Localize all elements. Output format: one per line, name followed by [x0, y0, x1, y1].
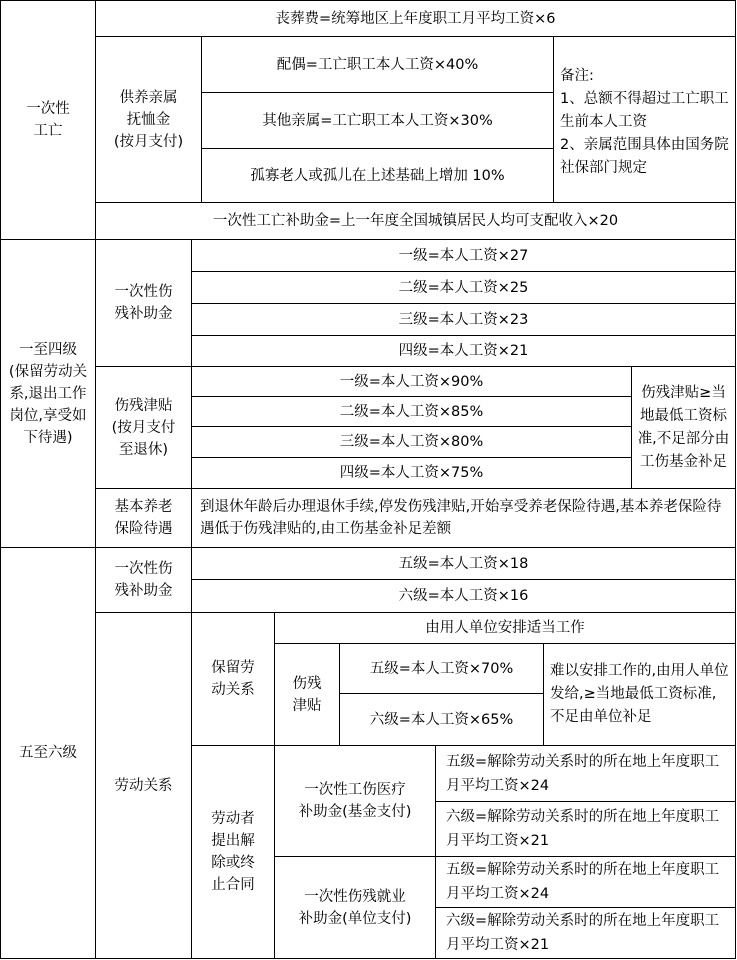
grade3-lump-row: [191, 303, 736, 336]
medical-subsidy-label-text: 一次性工伤医疗 补助金(基金支付): [298, 782, 412, 820]
grade1-4-pension-label: [95, 488, 192, 548]
grade6-allowance-row: [339, 693, 544, 746]
section-work-death-heading: [0, 0, 96, 240]
grade5-lump-row: [191, 547, 736, 580]
grade6-medical-row: [435, 801, 736, 857]
death-lump-sum-cell: [95, 202, 736, 240]
employment-subsidy-label: [274, 856, 436, 959]
arrange-work-text: 由用人单位安排适当工作: [425, 620, 585, 636]
grade1-lump-text: 一级=本人工资×27: [398, 247, 529, 264]
grade3-lump-text: 三级=本人工资×23: [398, 311, 529, 328]
grade5-employment-text: 五级=解除劳动关系时的所在地上年度职工月平均工资×24: [446, 862, 720, 902]
spouse-pension-cell: [201, 36, 554, 93]
other-relative-pension-text: 其他亲属=工亡职工本人工资×30%: [262, 112, 493, 129]
section-grade5-6-heading: [0, 547, 96, 959]
grade5-6-allowance-label-text: 伤残 津贴: [292, 675, 322, 714]
grade2-lump-text: 二级=本人工资×25: [398, 279, 529, 296]
grade2-allowance-text: 二级=本人工资×85%: [339, 403, 484, 420]
grade5-medical-text: 五级=解除劳动关系时的所在地上年度职工月平均工资×24: [446, 753, 720, 794]
grade1-4-lump-label-text: 一次性伤 残补助金: [114, 284, 173, 322]
allowance-note-text: 伤残津贴≥当地最低工资标准,不足部分由工伤基金补足: [637, 384, 730, 470]
grade1-4-pension-label-text: 基本养老 保险待遇: [114, 499, 173, 537]
grade2-allowance-row: [191, 396, 632, 427]
dependent-pension-label-text: 供养亲属 抚恤金 (按月支付): [113, 89, 184, 150]
grade6-employment-row: [435, 907, 736, 959]
grade5-6-allowance-note-text: 难以安排工作的,由用人单位发给,≥当地最低工资标准,不足由单位补足: [550, 663, 729, 725]
dependent-pension-label: [95, 36, 202, 203]
grade6-lump-text: 六级=本人工资×16: [398, 588, 529, 604]
death-lump-sum-text: 一次性工亡补助金=上一年度全国城镇居民人均可支配收入×20: [212, 213, 619, 229]
section-grade1-4-heading: [0, 239, 96, 548]
grade1-lump-row: [191, 239, 736, 272]
grade1-allowance-row: [191, 366, 632, 397]
heading-text: 一至四级 (保留劳动关系,退出工作岗位,享受如下待遇): [8, 341, 88, 446]
grade5-employment-row: [435, 856, 736, 908]
employment-subsidy-label-text: 一次性伤残就业 补助金(单位支付): [298, 888, 412, 927]
grade5-allowance-row: [339, 643, 544, 694]
orphan-elderly-increase-cell: [201, 148, 554, 203]
grade1-4-lump-label: [95, 239, 192, 367]
grade5-6-allowance-note: [543, 643, 736, 746]
heading-text: 一次性 工亡: [26, 101, 70, 139]
grade5-6-lump-label: [95, 547, 192, 613]
grade5-allowance-text: 五级=本人工资×70%: [369, 660, 514, 677]
arrange-work-cell: [274, 612, 736, 644]
grade4-lump-row: [191, 335, 736, 367]
grade3-allowance-text: 三级=本人工资×80%: [339, 434, 484, 450]
grade6-employment-text: 六级=解除劳动关系时的所在地上年度职工月平均工资×21: [446, 913, 720, 953]
grade3-allowance-row: [191, 426, 632, 458]
grade1-4-allowance-label-text: 伤残津贴 (按月支付 至退休): [111, 397, 176, 458]
allowance-note-cell: [631, 366, 736, 489]
grade1-4-pension-text: 到退休年龄后办理退休手续,停发伤残津贴,开始享受养老保险待遇,基本养老保险待遇低于伤残津贴的,由工伤基金补足差额: [200, 499, 722, 537]
grade5-medical-row: [435, 745, 736, 802]
keep-relation-label: [191, 612, 275, 746]
funeral-expense-cell: [95, 0, 736, 37]
terminate-contract-label-text: 劳动者 提出解 除或终 止合同: [211, 811, 255, 893]
grade2-lump-row: [191, 271, 736, 304]
grade4-lump-text: 四级=本人工资×21: [398, 343, 529, 359]
grade6-allowance-text: 六级=本人工资×65%: [369, 711, 514, 728]
medical-subsidy-label: [274, 745, 436, 857]
orphan-elderly-increase-text: 孤寡老人或孤儿在上述基础上增加 10%: [250, 167, 505, 184]
grade6-lump-row: [191, 579, 736, 613]
pension-note-text: 备注: 1、总额不得超过工亡职工生前本人工资 2、亲属范围具体由国务院社保部门规定: [560, 68, 729, 176]
grade1-4-allowance-label: [95, 366, 192, 489]
labor-relation-label: [95, 612, 192, 959]
funeral-expense-text: 丧葬费=统筹地区上年度职工月平均工资×6: [275, 10, 556, 27]
grade5-lump-text: 五级=本人工资×18: [398, 555, 529, 572]
heading-text: 五至六级: [19, 745, 77, 761]
other-relative-pension-cell: [201, 92, 554, 149]
grade4-allowance-row: [191, 457, 632, 489]
labor-relation-label-text: 劳动关系: [114, 777, 173, 794]
grade5-6-allowance-label: [274, 643, 340, 746]
grade1-allowance-text: 一级=本人工资×90%: [339, 373, 484, 390]
spouse-pension-text: 配偶=工亡职工本人工资×40%: [276, 56, 479, 73]
terminate-contract-label: [191, 745, 275, 959]
grade4-allowance-text: 四级=本人工资×75%: [339, 465, 484, 481]
pension-note-cell: [553, 36, 736, 203]
keep-relation-label-text: 保留劳 动关系: [211, 660, 255, 698]
grade1-4-pension-cell: [191, 488, 736, 548]
grade5-6-lump-label-text: 一次性伤 残补助金: [114, 561, 173, 599]
grade6-medical-text: 六级=解除劳动关系时的所在地上年度职工月平均工资×21: [446, 809, 720, 849]
